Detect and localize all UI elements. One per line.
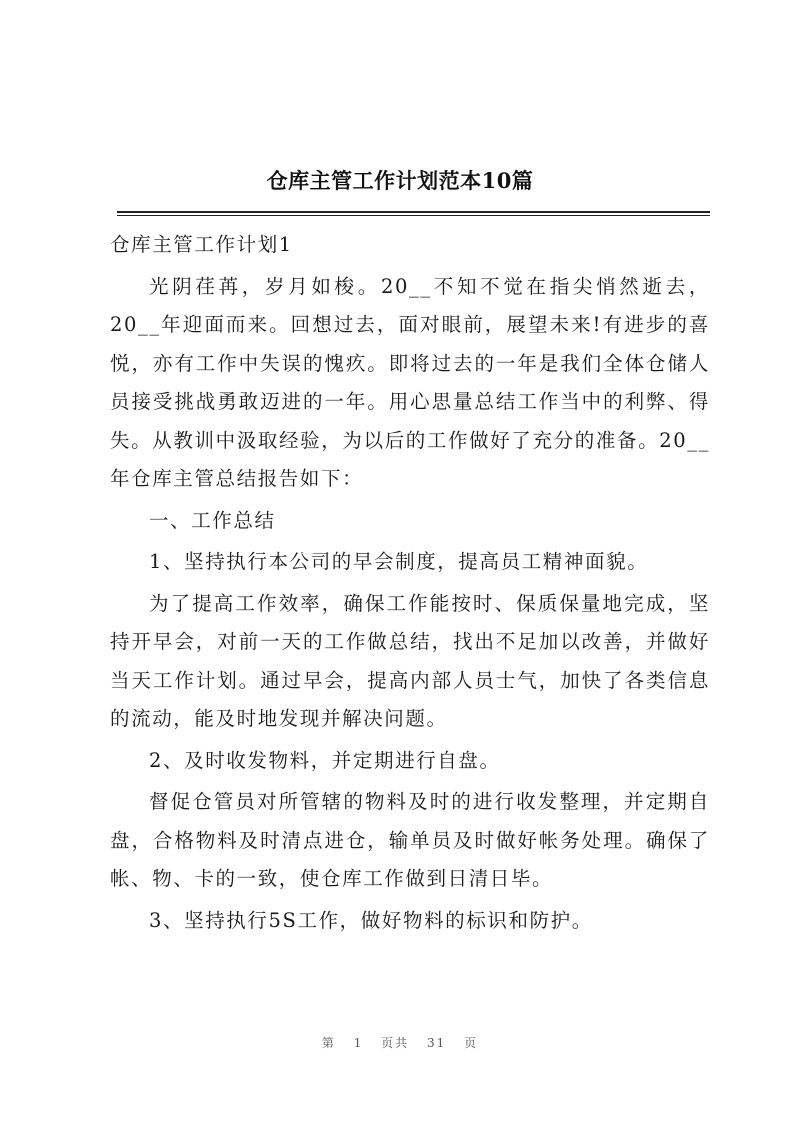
section-heading: 仓库主管工作计划1 [110, 233, 293, 256]
page-footer [0, 1034, 800, 1051]
document-body [110, 226, 710, 943]
item-2-paragraph: 督促仓管员对所管辖的物料及时的进行收发整理，并定期自盘，合格物料及时清点进仓，输单员及时做好帐务处理。确保了帐、物、卡的一致，使仓库工作做到日清日毕。 [110, 790, 710, 890]
item-1-heading: 1、坚持执行本公司的早会制度，提高员工精神面貌。 [149, 550, 649, 573]
document-title: 仓库主管工作计划范本10篇 [266, 168, 534, 193]
item-3-heading: 3、坚持执行5S工作，做好物料的标识和防护。 [149, 908, 593, 932]
heading-work-summary: 一、工作总结 [149, 508, 276, 532]
paragraph-intro: 光阴荏苒，岁月如梭。20__不知不觉在指尖悄然逝去，20__年迎面而来。回想过去，面对眼前，展望未来!有进步的喜悦，亦有工作中失误的愧疚。即将过去的一年是我们全体仓储人员接受挑战勇敢迈进的一年。用心思量总结工作当中的利弊、得失。从教训中汲取经验，为以后的工作做好了充分的准备。20__年仓库主管总结报告如下： [110, 274, 710, 490]
item-1-paragraph: 为了提高工作效率，确保工作能按时、保质保量地完成，坚持开早会，对前一天的工作做总结，找出不足加以改善，并做好当天工作计划。通过早会，提高内部人员士气，加快了各类信息的流动，能及时地发现并解决问题。 [110, 591, 710, 730]
footer-total-pages: 31 [427, 1036, 447, 1050]
title-divider-thick [117, 211, 710, 213]
item-2-heading: 2、及时收发物料，并定期进行自盘。 [149, 748, 501, 772]
footer-page-number: 1 [353, 1036, 364, 1050]
footer-prefix: 第 [321, 1036, 336, 1050]
title-divider-thin [117, 215, 710, 216]
footer-mid: 页共 [381, 1036, 410, 1050]
footer-suffix: 页 [464, 1036, 479, 1050]
